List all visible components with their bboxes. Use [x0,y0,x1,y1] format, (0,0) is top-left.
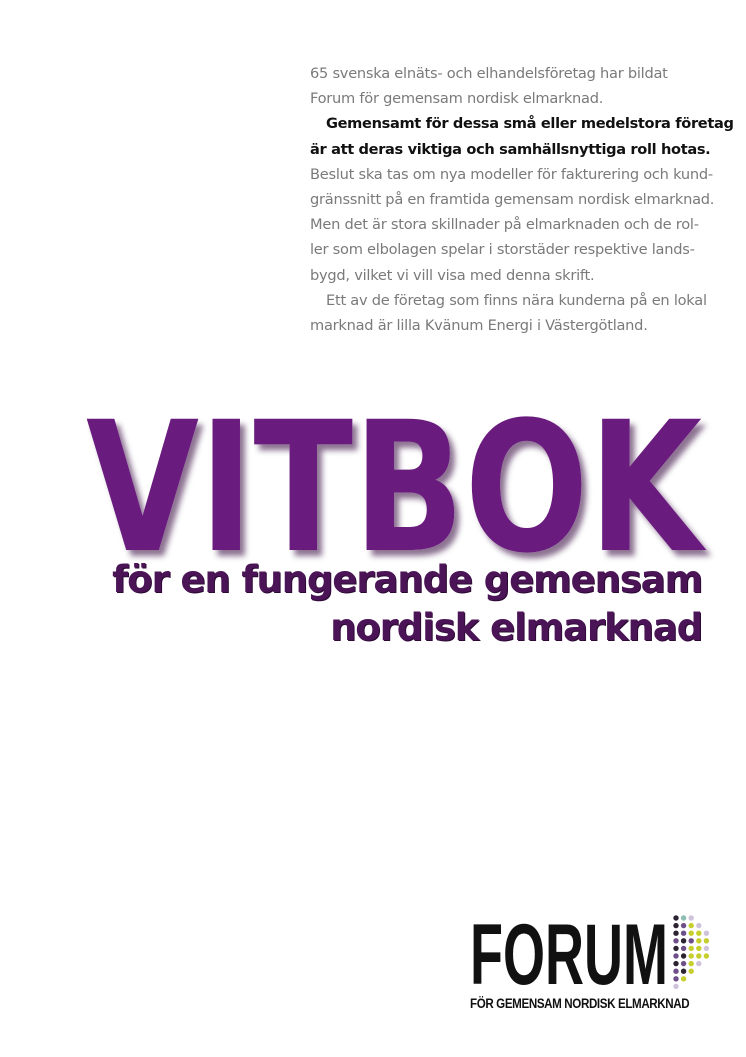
logo-dot [673,961,678,966]
forum-logo [470,912,720,1022]
logo-dot [681,915,686,920]
intro-line: Forum för gemensam nordisk elmarknad. [310,90,604,108]
logo-dot [704,946,709,951]
logo-dot [681,946,686,951]
logo-dot [704,953,709,958]
page-title [78,378,718,578]
logo-dot [673,931,678,936]
logo-dot [681,938,686,943]
logo-dot [689,915,694,920]
logo-dot [689,953,694,958]
intro-bold-line: är att deras viktiga och samhällsnyttiga roll hotas. [310,140,711,158]
logo-dot [704,938,709,943]
logo-dot [681,953,686,958]
logo-dot [689,961,694,966]
intro-text [310,61,734,338]
logo-dot [673,976,678,981]
logo-dot [689,946,694,951]
intro-line: Ett av de företag som finns nära kunderna på en lokal [326,291,707,309]
subtitle [112,556,702,652]
logo-tagline: FÖR GEMENSAM NORDISK ELMARKNAD [470,996,690,1011]
logo-dot [673,946,678,951]
intro-line: marknad är lilla Kvänum Energi i Västergötland. [310,317,648,335]
logo-dot [704,931,709,936]
intro-line: 65 svenska elnäts- och elhandelsföretag har bildat [310,65,668,82]
logo-dot [696,931,701,936]
logo-wordmark [470,912,670,992]
logo-dot [696,946,701,951]
intro-line: bygd, vilket vi vill visa med denna skrift. [310,266,595,284]
logo-dot [673,915,678,920]
intro-line: gränssnitt på en framtida gemensam nordisk elmarknad. [310,191,715,209]
logo-dot [689,969,694,974]
logo-dot [673,938,678,943]
logo-dot [673,984,678,989]
logo-dot [689,923,694,928]
intro-line: Beslut ska tas om nya modeller för fakturering och kund- [310,165,713,183]
logo-dot [689,938,694,943]
logo-dot [673,969,678,974]
title-text: VITBOK [86,384,707,578]
intro-line: Men det är stora skillnader på elmarknaden och de rol- [310,216,699,234]
logo-dot [681,923,686,928]
logo-dot [696,953,701,958]
logo-dot [696,938,701,943]
logo-dot [673,923,678,928]
logo-dot [696,923,701,928]
logo-dots-icon [672,914,720,994]
logo-dot [673,953,678,958]
logo-dot [689,931,694,936]
subtitle-line-1: för en fungerande gemensam [112,558,702,601]
intro-line: ler som elbolagen spelar i storstäder respektive lands- [310,241,695,259]
logo-dot [696,961,701,966]
logo-dot [681,969,686,974]
logo-word-text: FORUM [470,912,668,992]
logo-dot [681,961,686,966]
logo-dot [681,976,686,981]
intro-bold-line: Gemensamt för dessa små eller medelstora företag [326,115,734,133]
subtitle-line-2: nordisk elmarknad [330,606,702,649]
logo-dot [681,931,686,936]
